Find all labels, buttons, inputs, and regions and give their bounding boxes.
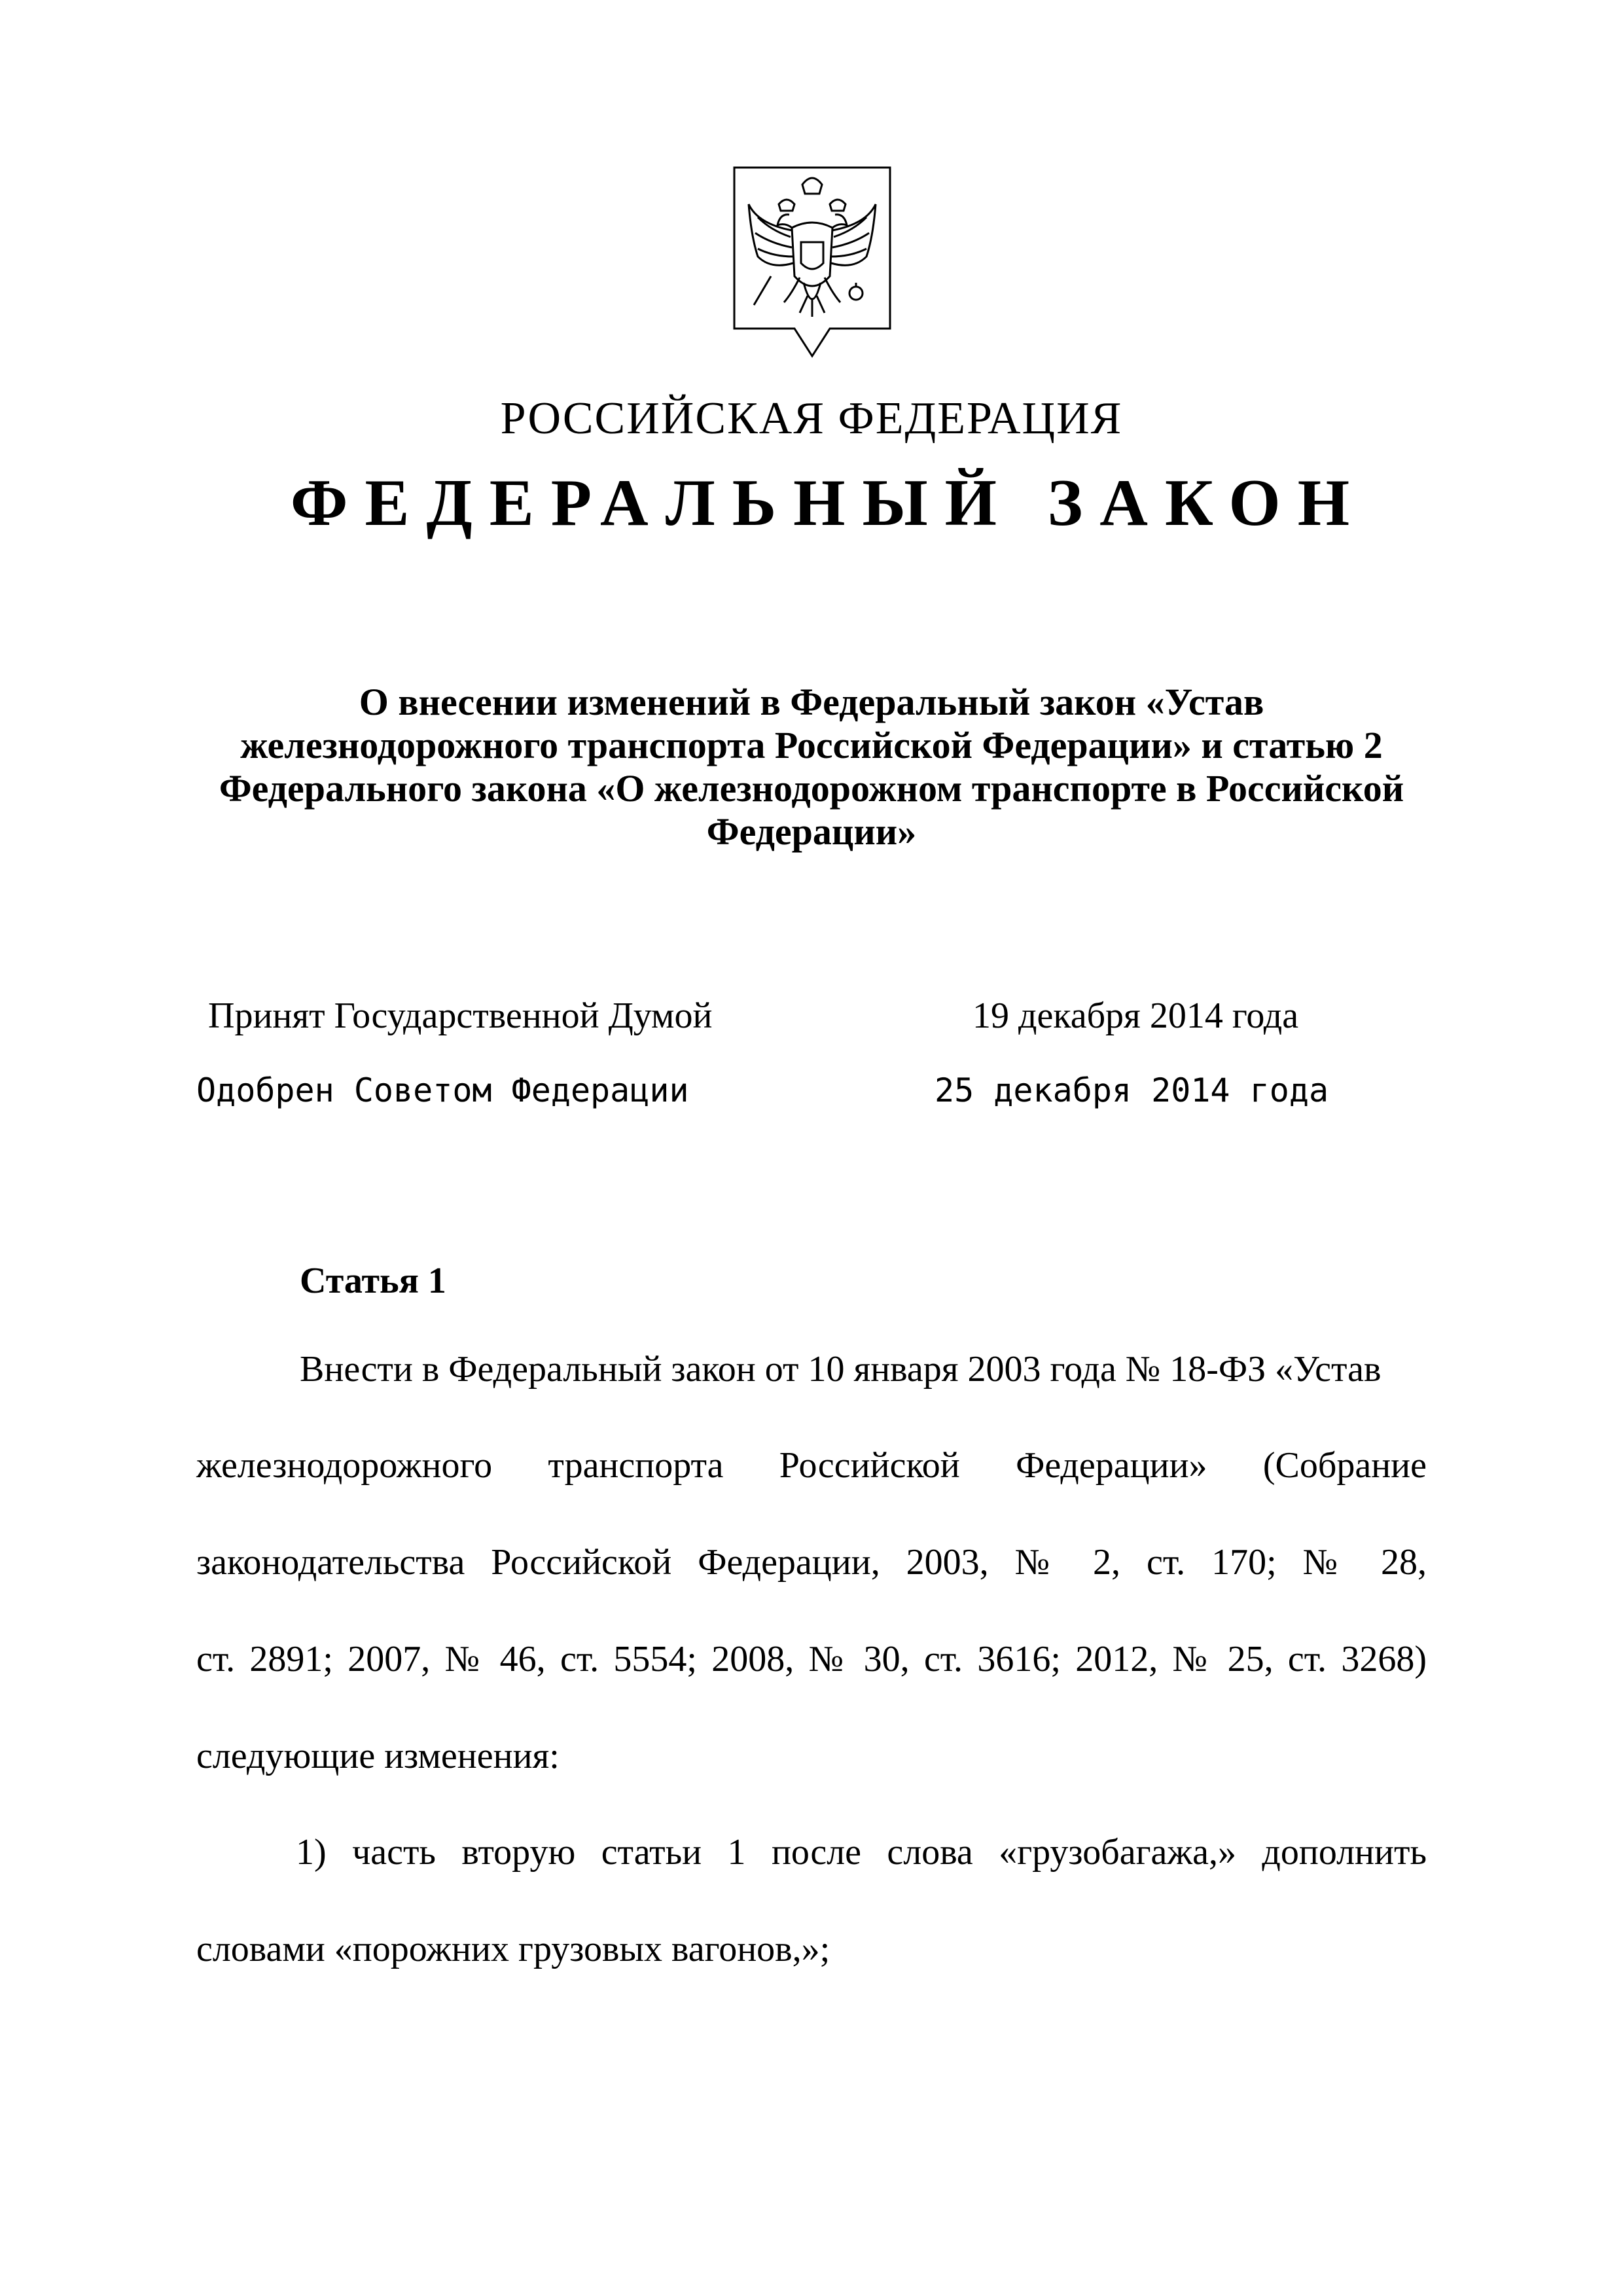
article-intro-line-5: следующие изменения: [196,1736,560,1776]
coat-of-arms-emblem [732,165,893,363]
approved-by-council-label: Одобрен Советом Федерации [196,1071,689,1109]
article-item-1-line-1: 1) часть вторую статьи 1 после слова «грузобагажа,» дополнить [296,1832,1427,1873]
article-intro-line-3: законодательства Российской Федерации, 2003, № 2, ст. 170; № 28, [196,1542,1427,1583]
law-title: О внесении изменений в Федеральный закон «Устав железнодорожного транспорта Российской Федерации» и статью 2 Федерального закона «О железнодорожном транспорте в Российской Федерации» [219,681,1404,853]
article-intro-line-2: железнодорожного транспорта Российской Федерации» (Собрание [196,1445,1427,1486]
adopted-by-duma-date: 19 декабря 2014 года [972,996,1299,1036]
article-intro-line-4: ст. 2891; 2007, № 46, ст. 5554; 2008, № 30, ст. 3616; 2012, № 25, ст. 3268) [196,1639,1427,1679]
article-heading: Статья 1 [300,1261,446,1301]
approved-by-council-date: 25 декабря 2014 года [935,1071,1329,1109]
article-item-1-line-2: словами «порожних грузовых вагонов,»; [196,1929,830,1969]
article-intro-line-1: Внести в Федеральный закон от 10 января 2003 года № 18-ФЗ «Устав [300,1349,1382,1390]
country-heading: РОССИЙСКАЯ ФЕДЕРАЦИЯ [500,393,1123,444]
adopted-by-duma-label: Принят Государственной Думой [208,996,713,1036]
document-type-heading: ФЕДЕРАЛЬНЫЙ ЗАКОН [290,466,1367,540]
